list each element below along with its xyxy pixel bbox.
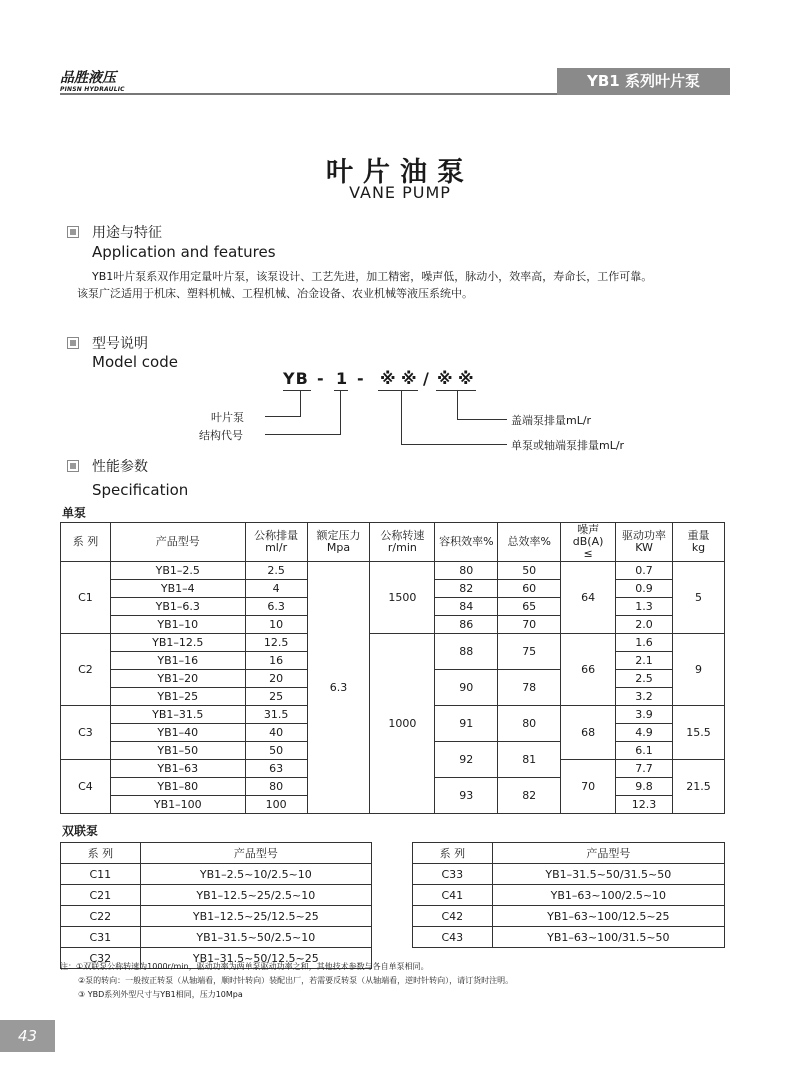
header-weight: 重量 kg	[673, 523, 725, 562]
table-header-row	[413, 843, 725, 864]
section-heading-cn: 用途与特征	[92, 225, 162, 241]
page-title-cn: 叶片油泵	[326, 157, 474, 188]
cell-vol-eff: 92	[435, 742, 498, 778]
cell-series: C42	[413, 906, 493, 927]
cell-displacement: 16	[245, 652, 307, 670]
label-pump: 叶片泵	[211, 411, 244, 424]
cell-displacement: 40	[245, 724, 307, 742]
code-underline	[283, 390, 311, 391]
cell-pressure: 6.3	[307, 562, 370, 814]
leader-line	[265, 416, 301, 417]
header-total-eff: 总效率%	[498, 523, 561, 562]
brand-logo	[60, 70, 150, 94]
leader-line	[401, 390, 402, 445]
table-row	[413, 906, 725, 927]
header-series: 系 列	[413, 843, 493, 864]
series-badge: YB1 系列叶片泵	[557, 68, 730, 95]
header-speed: 公称转速 r/min	[370, 523, 435, 562]
code-underline	[334, 390, 348, 391]
section-heading-en: Application and features	[92, 243, 276, 261]
cell-model: YB1–20	[110, 670, 245, 688]
cell-series: C43	[413, 927, 493, 948]
label-cover: 盖端泵排量mL/r	[511, 414, 592, 427]
brand-name-cn: 品胜液压	[60, 70, 116, 86]
cell-vol-eff: 82	[435, 580, 498, 598]
note-2: ②泵的转向：一般按正转泵（从轴端看，顺时针转向）装配出厂，若需要反转泵（从轴端看，逆时针转向），请订货时注明。	[78, 976, 514, 985]
cell-displacement: 2.5	[245, 562, 307, 580]
cell-model: YB1–31.5~50/31.5~50	[492, 864, 724, 885]
table-row	[61, 906, 372, 927]
cell-vol-eff: 91	[435, 706, 498, 742]
note-1: 注：①双联泵公称转速为1000r/min，驱动功率为两单泵驱动功率之和，其他技术参数与各自单泵相同。	[60, 962, 429, 971]
table-header-row	[61, 523, 725, 562]
cell-power: 2.5	[616, 670, 673, 688]
cell-model: YB1–12.5	[110, 634, 245, 652]
cell-weight: 9	[673, 634, 725, 706]
cell-displacement: 31.5	[245, 706, 307, 724]
cell-power: 3.9	[616, 706, 673, 724]
header-volumetric-eff: 容积效率%	[435, 523, 498, 562]
cell-vol-eff: 88	[435, 634, 498, 670]
cell-displacement: 4	[245, 580, 307, 598]
cell-speed: 1500	[370, 562, 435, 634]
table-row	[61, 864, 372, 885]
leader-line	[457, 390, 458, 420]
cell-series: C41	[413, 885, 493, 906]
cell-tot-eff: 50	[498, 562, 561, 580]
cell-noise: 64	[561, 562, 616, 634]
cell-model: YB1–50	[110, 742, 245, 760]
header-power: 驱动功率 KW	[616, 523, 673, 562]
header-noise: 噪声 dB(A) ≤	[561, 523, 616, 562]
code-mark: ※	[458, 369, 475, 388]
page-number: 43	[0, 1020, 55, 1052]
cell-power: 0.9	[616, 580, 673, 598]
table-row	[413, 864, 725, 885]
cell-noise: 66	[561, 634, 616, 706]
cell-vol-eff: 84	[435, 598, 498, 616]
section-heading-en: Specification	[92, 481, 189, 499]
cell-displacement: 50	[245, 742, 307, 760]
cell-model: YB1–25	[110, 688, 245, 706]
cell-model: YB1–6.3	[110, 598, 245, 616]
cell-series: C11	[61, 864, 141, 885]
cell-model: YB1–2.5~10/2.5~10	[140, 864, 371, 885]
cell-series: C33	[413, 864, 493, 885]
table-row	[413, 885, 725, 906]
double-pump-table-left	[60, 842, 372, 969]
cell-power: 7.7	[616, 760, 673, 778]
leader-line	[300, 390, 301, 416]
label-struct: 结构代号	[199, 429, 243, 442]
page-title-en: VANE PUMP	[349, 183, 451, 202]
cell-series: C2	[61, 634, 111, 706]
cell-power: 1.3	[616, 598, 673, 616]
cell-displacement: 63	[245, 760, 307, 778]
cell-tot-eff: 81	[498, 742, 561, 778]
section-heading-cn: 型号说明	[92, 336, 148, 352]
cell-model: YB1–12.5~25/2.5~10	[140, 885, 371, 906]
cell-tot-eff: 80	[498, 706, 561, 742]
paragraph: YB1叶片泵系双作用定量叶片泵，该泵设计、工艺先进，加工精密，噪声低，脉动小，效率高，寿命长，工作可靠。	[92, 270, 653, 283]
leader-line	[401, 444, 507, 445]
header-displacement: 公称排量 ml/r	[245, 523, 307, 562]
code-dash: -	[357, 369, 365, 388]
header-model: 产品型号	[110, 523, 245, 562]
header-series: 系 列	[61, 523, 111, 562]
cell-model: YB1–80	[110, 778, 245, 796]
double-pump-table-right	[412, 842, 725, 948]
cell-displacement: 20	[245, 670, 307, 688]
cell-series: C4	[61, 760, 111, 814]
header-pressure: 额定压力 Mpa	[307, 523, 370, 562]
cell-model: YB1–63~100/2.5~10	[492, 885, 724, 906]
cell-tot-eff: 75	[498, 634, 561, 670]
label-shaft: 单泵或轴端泵排量mL/r	[511, 439, 625, 452]
cell-power: 6.1	[616, 742, 673, 760]
note-3: ③ YBD系列外型尺寸与YB1相同，压力10Mpa	[78, 990, 243, 999]
cell-weight: 5	[673, 562, 725, 634]
cell-displacement: 80	[245, 778, 307, 796]
cell-model: YB1–31.5	[110, 706, 245, 724]
single-pump-label: 单泵	[62, 506, 87, 520]
brand-name-en: PINSN HYDRAULIC	[60, 86, 125, 93]
cell-tot-eff: 78	[498, 670, 561, 706]
cell-model: YB1–40	[110, 724, 245, 742]
cell-series: C22	[61, 906, 141, 927]
cell-vol-eff: 86	[435, 616, 498, 634]
bullet-square-icon	[67, 226, 79, 238]
double-pump-label: 双联泵	[62, 824, 99, 838]
cell-tot-eff: 65	[498, 598, 561, 616]
code-slash: /	[423, 369, 430, 388]
cell-power: 4.9	[616, 724, 673, 742]
cell-displacement: 25	[245, 688, 307, 706]
section-heading-cn: 性能参数	[92, 459, 148, 475]
cell-noise: 70	[561, 760, 616, 814]
cell-displacement: 12.5	[245, 634, 307, 652]
cell-series: C32	[61, 948, 141, 969]
cell-vol-eff: 90	[435, 670, 498, 706]
code-mark: ※	[401, 369, 418, 388]
bullet-square-icon	[67, 460, 79, 472]
paragraph: 该泵广泛适用于机床、塑料机械、工程机械、冶金设备、农业机械等液压系统中。	[77, 287, 473, 300]
table-header-row	[61, 843, 372, 864]
leader-line	[265, 434, 341, 435]
code-yb: YB	[283, 369, 309, 388]
cell-series: C1	[61, 562, 111, 634]
cell-model: YB1–100	[110, 796, 245, 814]
cell-weight: 21.5	[673, 760, 725, 814]
cell-model: YB1–10	[110, 616, 245, 634]
code-dash: -	[317, 369, 325, 388]
bullet-square-icon	[67, 337, 79, 349]
single-pump-table	[60, 522, 725, 814]
leader-line	[340, 390, 341, 435]
table-row	[61, 562, 725, 580]
cell-displacement: 100	[245, 796, 307, 814]
code-underline	[436, 390, 476, 391]
header-series: 系 列	[61, 843, 141, 864]
cell-weight: 15.5	[673, 706, 725, 760]
cell-tot-eff: 82	[498, 778, 561, 814]
cell-model: YB1–12.5~25/12.5~25	[140, 906, 371, 927]
cell-vol-eff: 93	[435, 778, 498, 814]
code-1: 1	[336, 369, 349, 388]
code-mark: ※	[380, 369, 397, 388]
cell-vol-eff: 80	[435, 562, 498, 580]
table-row	[61, 927, 372, 948]
header-model: 产品型号	[492, 843, 724, 864]
cell-model: YB1–63	[110, 760, 245, 778]
cell-tot-eff: 60	[498, 580, 561, 598]
leader-line	[457, 419, 507, 420]
cell-series: C3	[61, 706, 111, 760]
cell-power: 9.8	[616, 778, 673, 796]
code-underline	[378, 390, 418, 391]
cell-series: C31	[61, 927, 141, 948]
cell-model: YB1–16	[110, 652, 245, 670]
table-row	[413, 927, 725, 948]
cell-speed: 1000	[370, 634, 435, 814]
cell-power: 0.7	[616, 562, 673, 580]
cell-model: YB1–63~100/12.5~25	[492, 906, 724, 927]
cell-series: C21	[61, 885, 141, 906]
cell-power: 1.6	[616, 634, 673, 652]
cell-power: 2.1	[616, 652, 673, 670]
cell-displacement: 10	[245, 616, 307, 634]
cell-model: YB1–63~100/31.5~50	[492, 927, 724, 948]
table-row	[61, 634, 725, 652]
header-model: 产品型号	[140, 843, 371, 864]
cell-model: YB1–2.5	[110, 562, 245, 580]
cell-noise: 68	[561, 706, 616, 760]
section-heading-en: Model code	[92, 353, 178, 371]
cell-power: 3.2	[616, 688, 673, 706]
notes	[60, 960, 513, 1002]
cell-displacement: 6.3	[245, 598, 307, 616]
cell-model: YB1–31.5~50/12.5~25	[140, 948, 371, 969]
table-row	[61, 885, 372, 906]
cell-power: 2.0	[616, 616, 673, 634]
cell-tot-eff: 70	[498, 616, 561, 634]
code-mark: ※	[437, 369, 454, 388]
cell-model: YB1–31.5~50/2.5~10	[140, 927, 371, 948]
cell-model: YB1–4	[110, 580, 245, 598]
cell-power: 12.3	[616, 796, 673, 814]
